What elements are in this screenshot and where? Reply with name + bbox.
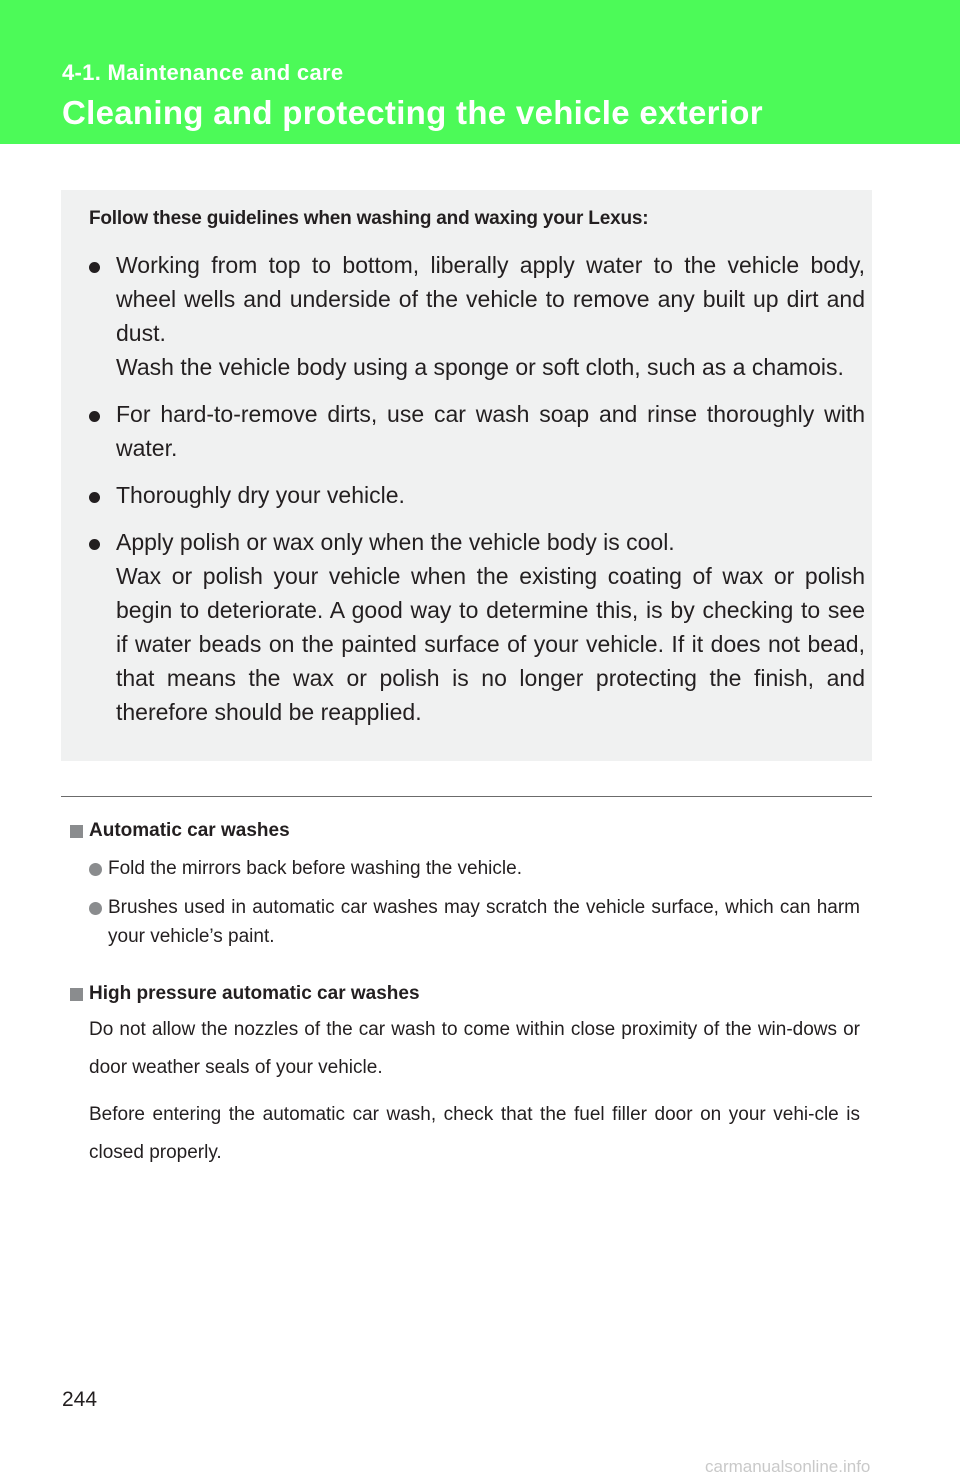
note-high-pressure-car-washes xyxy=(70,981,860,1172)
note-paragraph: Do not allow the nozzles of the car wash to come within close proximity of the win-dows or door weather seals of your vehicle. xyxy=(89,1019,860,1078)
list-item-text: Thoroughly dry your vehicle. xyxy=(116,482,405,508)
note-heading xyxy=(70,818,860,844)
page-title: Cleaning and protecting the vehicle exterior xyxy=(62,94,763,131)
guidelines-intro: Follow these guidelines when washing and waxing your Lexus: xyxy=(89,208,649,229)
list-item-text: Apply polish or wax only when the vehicle body is cool. xyxy=(116,529,675,555)
note-bullet xyxy=(70,854,860,883)
note-heading xyxy=(70,981,860,1007)
list-item-text: Working from top to bottom, liberally apply water to the vehicle body, wheel wells and underside of the vehicle to remove any built up dirt and dust. xyxy=(116,252,865,346)
list-item-extra: Wax or polish your vehicle when the existing coating of wax or polish begin to deteriorate. A good way to determine this, is by checking to see if water beads on the painted surface of your vehicle. If it does not bead, that means the wax or polish is no longer protecting the finish, and therefore should be reapplied. xyxy=(116,563,865,725)
note-bullet-text: Brushes used in automatic car washes may scratch the vehicle surface, which can harm your vehicle’s paint. xyxy=(108,897,860,947)
bullet-icon xyxy=(89,492,100,503)
list-item xyxy=(89,248,865,384)
section-label: 4-1. Maintenance and care xyxy=(62,60,344,85)
note-automatic-car-washes xyxy=(70,818,860,951)
note-paragraph: Before entering the automatic car wash, check that the fuel filler door on your vehi-cle is closed properly. xyxy=(89,1104,860,1163)
bullet-icon xyxy=(89,863,102,876)
watermark: carmanualsonline.info xyxy=(705,1457,871,1476)
bullet-icon xyxy=(89,539,100,550)
note-heading-text: Automatic car washes xyxy=(89,820,290,841)
list-item-extra: Wash the vehicle body using a sponge or soft cloth, such as a chamois. xyxy=(116,354,844,380)
note-heading-text: High pressure automatic car washes xyxy=(89,983,420,1004)
square-bullet-icon xyxy=(70,988,83,1001)
bullet-icon xyxy=(89,411,100,422)
note-bullet-text: Fold the mirrors back before washing the vehicle. xyxy=(108,858,522,879)
divider xyxy=(61,796,872,797)
list-item xyxy=(89,525,865,729)
list-item xyxy=(89,397,865,465)
page-number: 244 xyxy=(62,1388,98,1411)
list-item-text: For hard-to-remove dirts, use car wash soap and rinse thoroughly with water. xyxy=(116,401,865,461)
list-item xyxy=(89,478,865,512)
bullet-icon xyxy=(89,902,102,915)
bullet-icon xyxy=(89,262,100,273)
note-bullet xyxy=(70,893,860,951)
square-bullet-icon xyxy=(70,825,83,838)
guidelines-list xyxy=(89,248,865,742)
